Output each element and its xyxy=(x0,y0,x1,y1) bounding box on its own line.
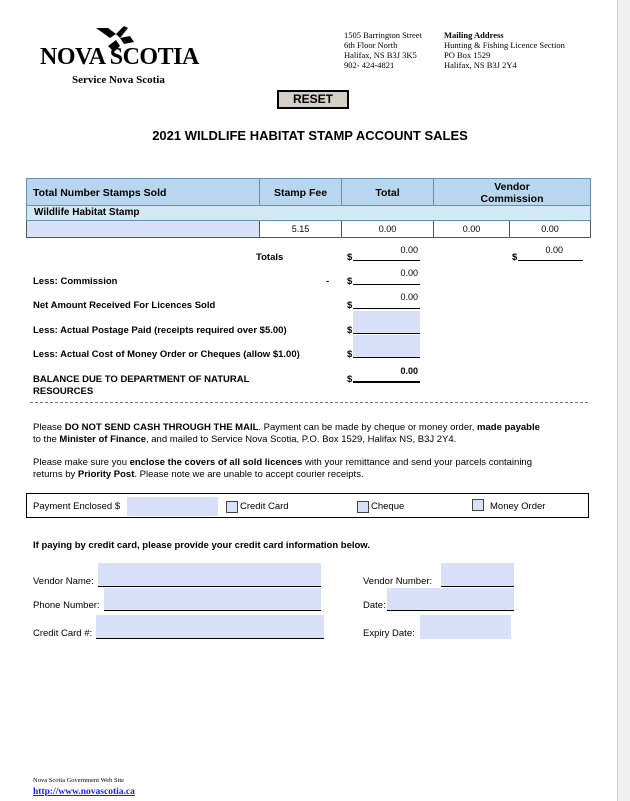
payment-enclosed-label: Payment Enclosed $ xyxy=(33,501,121,512)
phone-number-input[interactable] xyxy=(104,588,321,611)
logo-text: NOVA SCOTIA xyxy=(40,44,199,70)
credit-card-checkbox[interactable] xyxy=(226,501,238,513)
street-address: 1505 Barrington Street 6th Floor North Halifax, NS B3J 3K5 902- 424-4821 xyxy=(344,30,422,70)
wildlife-habitat-stamp-label: Wildlife Habitat Stamp xyxy=(26,206,591,221)
phone-number-label: Phone Number: xyxy=(33,600,100,611)
stamps-sold-input[interactable] xyxy=(27,221,260,237)
divider xyxy=(30,402,588,403)
expiry-date-input[interactable] xyxy=(420,615,511,639)
commission-dash: - xyxy=(326,276,330,287)
header-vendor-commission: Vendor Commission xyxy=(480,181,544,205)
vendor-number-input[interactable] xyxy=(441,563,514,587)
currency-symbol: $ xyxy=(347,349,353,360)
commission-label: Less: Commission xyxy=(33,276,118,287)
totals-label: Totals xyxy=(256,252,284,263)
currency-symbol: $ xyxy=(512,252,518,263)
header-stamp-fee: Stamp Fee xyxy=(260,179,342,207)
reset-button[interactable]: RESET xyxy=(277,90,349,109)
postage-label: Less: Actual Postage Paid (receipts required over $5.00) xyxy=(33,325,287,336)
postage-input[interactable] xyxy=(353,311,420,334)
header-stamps-sold: Total Number Stamps Sold xyxy=(27,179,260,207)
page-title: 2021 WILDLIFE HABITAT STAMP ACCOUNT SALES xyxy=(152,128,468,143)
money-order-cost-label: Less: Actual Cost of Money Order or Cheques (allow $1.00) xyxy=(33,349,300,360)
currency-symbol: $ xyxy=(347,374,353,385)
footer-site-label: Nova Scotia Government Web Site xyxy=(33,777,125,784)
expiry-date-label: Expiry Date: xyxy=(363,628,415,639)
cheque-label: Cheque xyxy=(371,501,405,512)
commission-value: 0.00 xyxy=(353,268,420,285)
credit-card-heading: If paying by credit card, please provide your credit card information below. xyxy=(33,540,370,551)
date-input[interactable] xyxy=(387,588,514,611)
money-order-checkbox[interactable] xyxy=(472,499,484,511)
totals-commission-value: 0.00 xyxy=(518,245,583,261)
vendor-name-input[interactable] xyxy=(98,563,321,587)
vendor-number-label: Vendor Number: xyxy=(363,576,433,587)
scrollbar[interactable] xyxy=(617,0,630,801)
credit-card-number-label: Credit Card #: xyxy=(33,628,93,639)
currency-symbol: $ xyxy=(347,252,353,263)
commission-value-b: 0.00 xyxy=(541,224,559,234)
total-value: 0.00 xyxy=(342,221,434,237)
money-order-label: Money Order xyxy=(490,501,546,512)
balance-due-value: 0.00 xyxy=(353,366,420,383)
balance-due-label: BALANCE DUE TO DEPARTMENT OF NATURAL RESOURCES xyxy=(33,374,250,397)
header-total: Total xyxy=(342,179,434,207)
currency-symbol: $ xyxy=(347,276,353,287)
table-header-row xyxy=(26,178,591,206)
vendor-name-label: Vendor Name: xyxy=(33,576,94,587)
currency-symbol: $ xyxy=(347,300,353,311)
money-order-cost-input[interactable] xyxy=(353,335,420,358)
mail-instructions: Please DO NOT SEND CASH THROUGH THE MAIL. Payment can be made by cheque or money order, made payable to the Minister of Finance, and mailed to Service Nova Scotia, P.O. Box 1529, Halifax NS, B3J 2Y4. xyxy=(33,422,540,445)
stamp-fee-value: 5.15 xyxy=(260,221,342,237)
payment-enclosed-input[interactable] xyxy=(127,497,218,516)
credit-card-number-input[interactable] xyxy=(96,615,324,639)
credit-card-label: Credit Card xyxy=(240,501,289,512)
table-row xyxy=(26,221,591,238)
footer-website-link[interactable]: http://www.novascotia.ca xyxy=(33,787,135,797)
cheque-checkbox[interactable] xyxy=(357,501,369,513)
logo-subtitle: Service Nova Scotia xyxy=(72,74,165,86)
date-label: Date: xyxy=(363,600,386,611)
net-amount-label: Net Amount Received For Licences Sold xyxy=(33,300,216,311)
mailing-address: Mailing Address Hunting & Fishing Licence Section PO Box 1529 Halifax, NS B3J 2Y4 xyxy=(444,30,565,70)
currency-symbol: $ xyxy=(347,325,353,336)
totals-value: 0.00 xyxy=(353,245,420,261)
net-amount-value: 0.00 xyxy=(353,292,420,309)
enclosure-instructions: Please make sure you enclose the covers of all sold licences with your remittance and send your parcels containing returns by Priority Post. Please note we are unable to accept courier receipts. xyxy=(33,457,533,480)
commission-value-a: 0.00 xyxy=(434,221,510,237)
